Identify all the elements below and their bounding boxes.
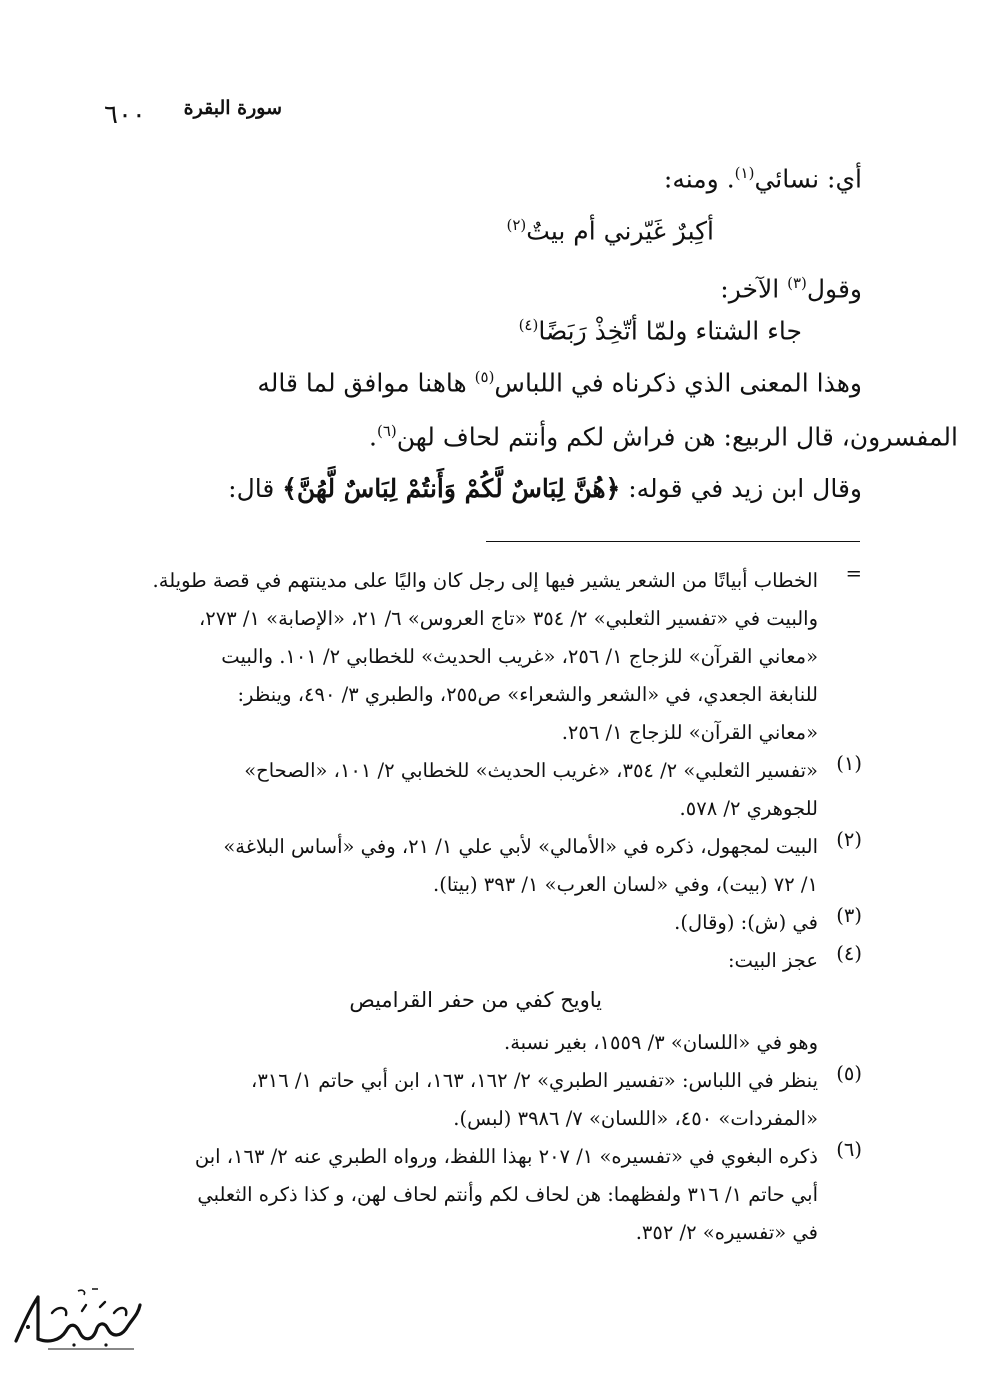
footnote-6	[128, 1138, 862, 1252]
text-span: المفسرون، قال الربيع: هن فراش لكم وأنتم لحاف لهن	[396, 422, 958, 452]
footnote-separator	[486, 541, 860, 542]
footnote-row: والبيت في «تفسير الثعلبي» ٢/ ٣٥٤ «تاج العروس» ٦/ ٢١، «الإصابة» ١/ ٢٧٣،	[198, 607, 818, 630]
footnote-row: ينظر في اللباس: «تفسير الطبري» ٢/ ١٦٢، ١٦٣، ابن أبي حاتم ١/ ٣١٦،	[251, 1069, 818, 1092]
footnote-ref: (٦)	[376, 422, 397, 440]
text-span: .	[369, 422, 377, 452]
publisher-logo	[8, 1283, 146, 1355]
page-number: ٦٠٠	[104, 100, 146, 130]
footnote-row: وهو في «اللسان» ٣/ ١٥٥٩، بغير نسبة.	[504, 1031, 818, 1054]
text-span: وهذا المعنى الذي ذكرناه في اللباس	[494, 368, 862, 398]
footnote-continuation	[128, 562, 862, 752]
footnote-ref: (٤)	[518, 316, 539, 334]
footnote-mark: (١)	[836, 752, 862, 775]
footnote-row: ١/ ٧٢ (بيت)، وفي «لسان العرب» ١/ ٣٩٣ (بيتا).	[433, 873, 818, 896]
footnote-row: «معاني القرآن» للزجاج ١/ ٢٥٦.	[561, 721, 818, 744]
footnote-ref: (٥)	[474, 368, 495, 386]
text-line	[128, 165, 862, 193]
footnote-row: الخطاب أبياتًا من الشعر يشير فيها إلى رجل كان واليًا على مدينتهم في قصة طويلة.	[152, 569, 818, 592]
footnote-row: «معاني القرآن» للزجاج ١/ ٢٥٦، «غريب الحديث» للخطابي ٢/ ١٠١. والبيت	[221, 645, 818, 668]
footnote-mark: (٦)	[836, 1138, 862, 1161]
footnote-row: «المفردات» ٤٥٠، «اللسان» ٧/ ٣٩٨٦ (لبس).	[453, 1107, 818, 1130]
text-line	[128, 369, 862, 397]
text-line	[128, 423, 958, 451]
text-span: أي: نسائي	[754, 164, 862, 194]
footnote-row: في «تفسيره» ٢/ ٣٥٢.	[635, 1221, 818, 1244]
text-span: الآخر:	[720, 274, 788, 304]
footnote-3	[128, 904, 862, 942]
footnote-row: في (ش): (وقال).	[674, 911, 818, 934]
footnote-mark: =	[845, 562, 862, 585]
footnote-mark: (٤)	[836, 942, 862, 965]
poem-line: ياويح كفي من حفر القراميص	[349, 988, 602, 1012]
footnote-row: أبي حاتم ١/ ٣١٦ ولفظهما: هن لحاف لكم وأنتم لحاف لهن، و كذا ذكره الثعلبي	[197, 1183, 818, 1206]
footnote-mark: (٣)	[836, 904, 862, 927]
text-span: وقول	[806, 274, 862, 304]
footnote-row: البيت لمجهول، ذكره في «الأمالي» لأبي علي ١/ ٢١، وفي «أساس البلاغة»	[223, 835, 818, 858]
footnote-mark: (٥)	[836, 1062, 862, 1085]
text-line	[128, 275, 862, 303]
footnote-2	[128, 828, 862, 904]
footnote-row: للجوهري ٢/ ٥٧٨.	[679, 797, 818, 820]
text-span: . ومنه:	[663, 164, 735, 194]
footnote-4-continued	[128, 1024, 862, 1062]
verse-line	[128, 317, 802, 345]
footnote-row: «تفسير الثعلبي» ٢/ ٣٥٤، «غريب الحديث» للخطابي ٢/ ١٠١، «الصحاح»	[244, 759, 818, 782]
footnote-ref: (٢)	[506, 216, 527, 234]
surah-title: سورة البقرة	[183, 97, 282, 119]
footnote-5	[128, 1062, 862, 1138]
footnote-row: عجز البيت:	[727, 949, 818, 972]
verse-text: جاء الشتاء ولمّا أتّخِذْ رَبَضًا	[538, 316, 802, 346]
verse-line	[128, 217, 714, 245]
footnote-row: ذكره البغوي في «تفسيره» ١/ ٢٠٧ بهذا اللفظ، ورواه الطبري عنه ٢/ ١٦٣، ابن	[194, 1145, 818, 1168]
footnote-row: للنابغة الجعدي، في «الشعر والشعراء» ص٢٥٥، والطبري ٣/ ٤٩٠، وينظر:	[237, 683, 818, 706]
quran-verse: ﴿هُنَّ لِبَاسٌ لَّكُمْ وَأَنتُمْ لِبَاسٌ لَّهُنَّ﴾	[282, 474, 621, 503]
verse-text: أكِبرٌ غَيّرني أم بيتٌ	[526, 216, 714, 246]
text-line	[128, 475, 862, 503]
text-span: هاهنا موافق لما قاله	[257, 368, 475, 398]
text-span: وقال ابن زيد في قوله:	[620, 474, 862, 503]
footnote-1	[128, 752, 862, 828]
footnote-mark: (٢)	[836, 828, 862, 851]
footnote-4	[128, 942, 862, 980]
text-span: قال:	[228, 474, 283, 503]
footnote-ref: (٣)	[787, 274, 807, 292]
footnote-ref: (١)	[734, 164, 755, 182]
